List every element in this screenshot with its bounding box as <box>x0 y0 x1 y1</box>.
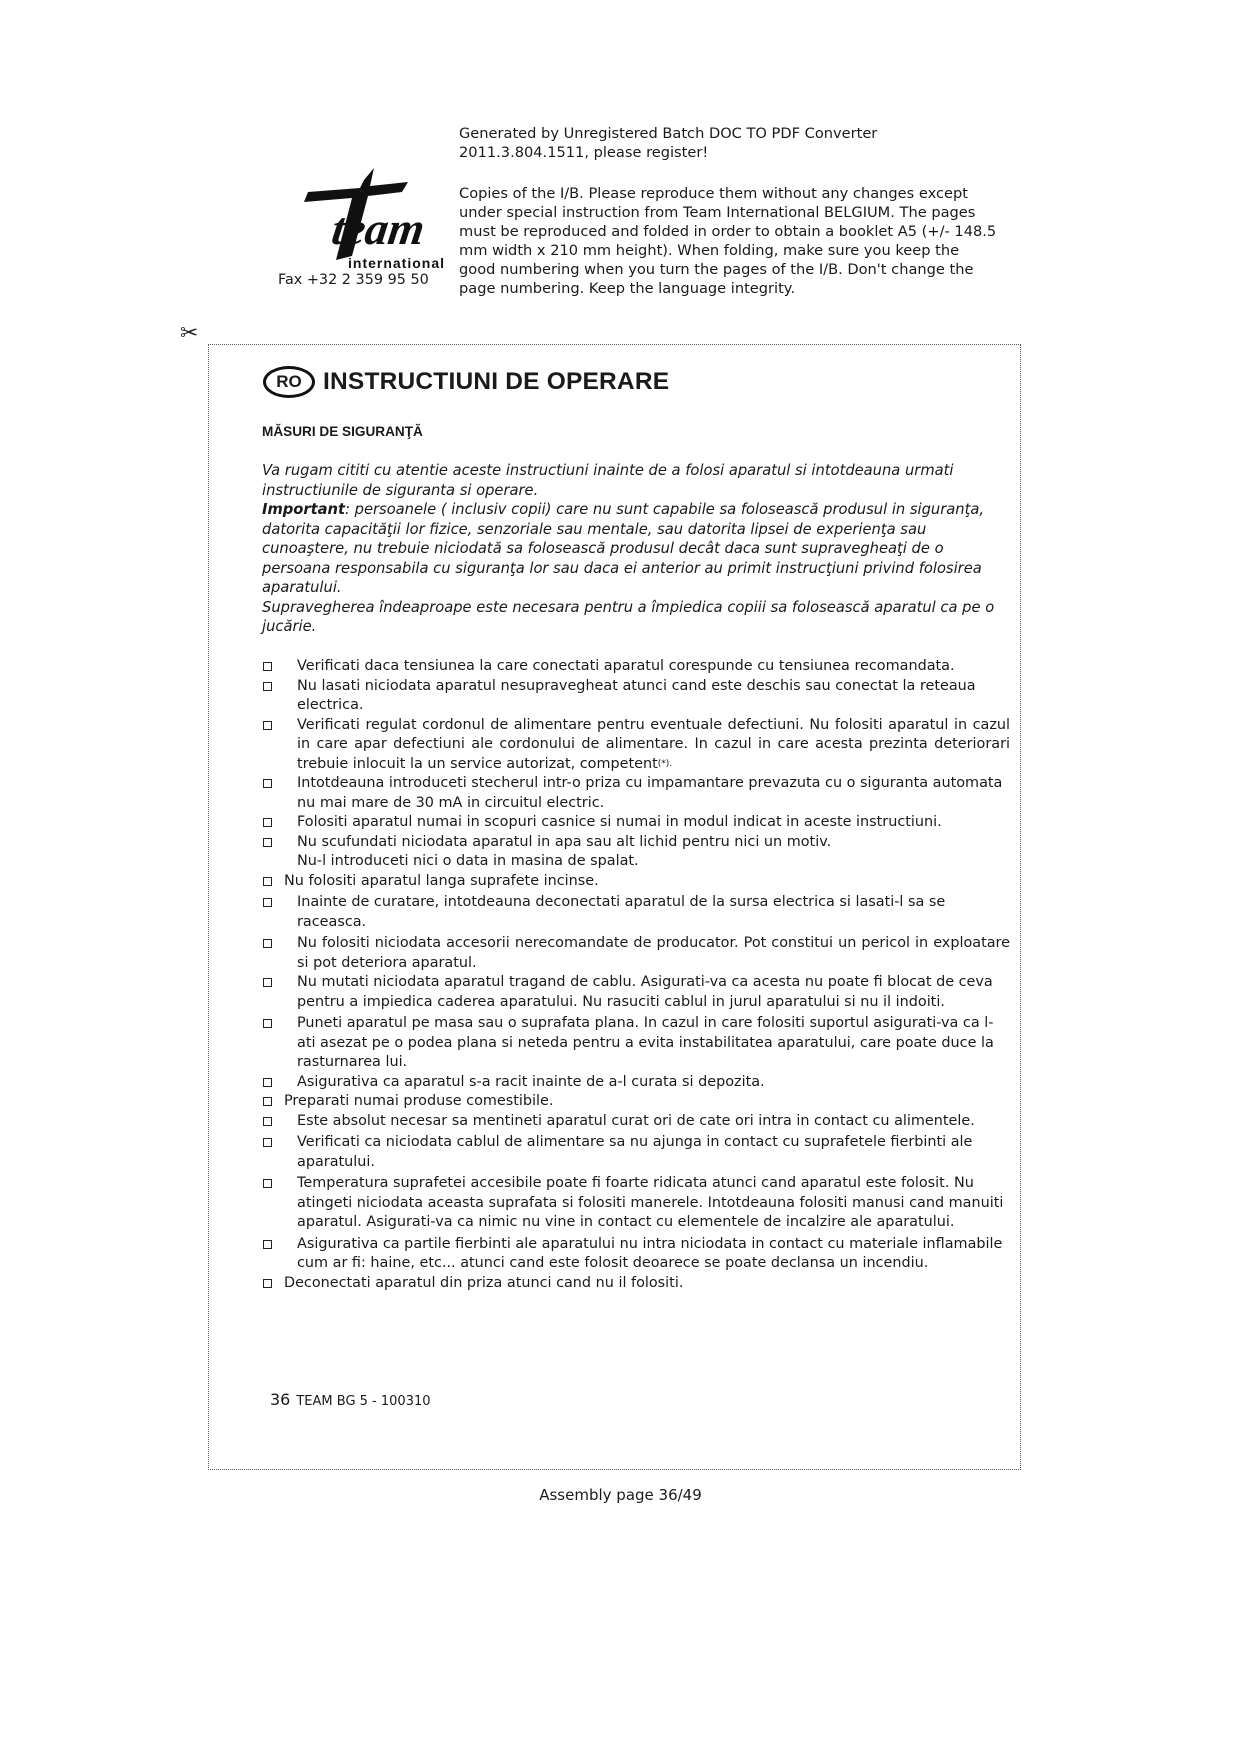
checkbox-bullet-icon <box>263 818 272 827</box>
checkbox-bullet-icon <box>263 1117 272 1126</box>
checkbox-bullet-icon <box>263 779 272 788</box>
list-item <box>262 677 1010 716</box>
intro-paragraph-2 <box>262 500 1004 598</box>
checkbox-bullet-icon <box>263 838 272 847</box>
logo-subtitle: international <box>348 255 446 271</box>
list-item <box>262 1274 1010 1294</box>
list-item-text: Asigurativa ca aparatul s-a racit inainte de a-l curata si depozita. <box>297 1073 765 1090</box>
checkbox-bullet-icon <box>263 662 272 671</box>
checkbox-bullet-icon <box>263 1240 272 1249</box>
list-item <box>262 872 1010 892</box>
intro-text <box>262 461 1004 637</box>
list-item <box>262 1174 1010 1233</box>
language-badge: RO <box>263 366 315 398</box>
list-item <box>262 1235 1010 1274</box>
list-item-text: Verificati regulat cordonul de alimentare pentru eventuale defectiuni. Nu folositi aparatul in cazul in care apar defectiuni ale cordonului de alimentare. In cazul in care acesta prezinta deteriorari trebuie inlocuit la un service autorizat, competent <box>297 716 1010 772</box>
list-item <box>262 1014 1010 1073</box>
intro-paragraph-1: Va rugam cititi cu atentie aceste instructiuni inainte de a folosi aparatul si intotdeauna urmati instructiunile de siguranta si operare. <box>262 462 954 499</box>
list-item-text: Asigurativa ca partile fierbinti ale aparatului nu intra niciodata in contact cu materiale inflamabile cum ar fi: haine, etc... atunci cand este folosit deoarece se poate declansa un incendiu. <box>297 1235 1003 1271</box>
list-item <box>262 833 1010 872</box>
section-heading: MĂSURI DE SIGURANŢĂ <box>262 424 423 439</box>
list-item-text: Preparati numai produse comestibile. <box>284 1093 554 1109</box>
checkbox-bullet-icon <box>263 898 272 907</box>
list-item-text: Deconectati aparatul din priza atunci cand nu il folositi. <box>284 1274 684 1291</box>
checkbox-bullet-icon <box>263 978 272 987</box>
important-text: : persoanele ( inclusiv copii) care nu sunt capabile sa folosească produsul in siguranţa, datorita capacităţii lor fizice, senzoriale sau mentale, sau datorita lipsei de experienţa sau cunoaştere, nu trebuie niciodată sa folosească produsul decât daca sunt supravegheaţi de o persoana responsabila cu siguranţa lor sau daca ei anterior au primit instrucţiuni privind folosirea aparatului. <box>262 501 985 596</box>
list-item <box>262 774 1010 813</box>
list-item <box>262 1092 1010 1112</box>
generated-notice: Generated by Unregistered Batch DOC TO PDF Converter 2011.3.804.1511, please register! <box>459 125 878 161</box>
list-item-text: Temperatura suprafetei accesibile poate fi foarte ridicata atunci cand aparatul este folosit. Nu atingeti niciodata aceasta suprafata si folositi manerele. Intotdeauna folositi manusi cand manuiti aparatul. Asigurati-va ca nimic nu vine in contact cu elementele de incalzire ale aparatului. <box>297 1175 1004 1230</box>
list-item-text: Nu mutati niciodata aparatul tragand de cablu. Asigurati-va ca acesta nu poate fi blocat de ceva pentru a impiedica caderea aparatului. Nu rasuciti cablul in jurul aparatului si nu il indoiti. <box>297 974 993 1010</box>
list-item-text: Nu scufundati niciodata aparatul in apa sau alt lichid pentru nici un motiv. <box>297 833 832 850</box>
checkbox-bullet-icon <box>263 877 272 886</box>
list-item <box>262 1133 1010 1172</box>
checkbox-bullet-icon <box>263 939 272 948</box>
list-item-text: Este absolut necesar sa mentineti aparatul curat ori de cate ori intra in contact cu alimentele. <box>297 1112 975 1129</box>
page-title: INSTRUCTIUNI DE OPERARE <box>323 368 670 395</box>
checkbox-bullet-icon <box>263 1078 272 1087</box>
checkbox-bullet-icon <box>263 721 272 730</box>
list-item-text: Verificati ca niciodata cablul de alimentare sa nu ajunga in contact cu suprafetele fierbinti ale aparatului. <box>297 1134 973 1170</box>
checkbox-bullet-icon <box>263 682 272 691</box>
fax-number: Fax +32 2 359 95 50 <box>278 272 429 288</box>
checkbox-bullet-icon <box>263 1179 272 1188</box>
checkbox-bullet-icon <box>263 1138 272 1147</box>
team-international-logo <box>290 160 446 275</box>
list-item <box>262 934 1010 973</box>
model-code: TEAM BG 5 - 100310 <box>296 1394 431 1409</box>
list-item-text: Folositi aparatul numai in scopuri casnice si numai in modul indicat in aceste instructiuni. <box>297 814 942 830</box>
list-item-text-continued: Nu-l introduceti nici o data in masina de spalat. <box>297 853 639 869</box>
page-footer <box>270 1390 431 1409</box>
list-item <box>262 1112 1010 1132</box>
list-item-text: Verificati daca tensiunea la care conectati aparatul corespunde cu tensiunea recomandata. <box>297 658 955 674</box>
list-item-text: Nu folositi aparatul langa suprafete incinse. <box>284 872 599 889</box>
safety-list <box>262 657 1010 1293</box>
checkbox-bullet-icon <box>263 1019 272 1028</box>
list-item <box>262 893 1010 932</box>
intro-paragraph-3: Supravegherea îndeaproape este necesara pentru a împiedica copiii sa folosească aparatul ca pe o jucărie. <box>262 598 995 635</box>
page-number: 36 <box>270 1390 291 1409</box>
checkbox-bullet-icon <box>263 1279 272 1288</box>
list-item <box>262 657 1010 677</box>
list-item-text: Inainte de curatare, intotdeauna deconectati aparatul de la sursa electrica si lasati-l sa se raceasca. <box>297 894 946 930</box>
list-item <box>262 813 1010 833</box>
list-item-text: Nu lasati niciodata aparatul nesupravegheat atunci cand este deschis sau conectat la reteaua electrica. <box>297 677 976 713</box>
list-item-text: Puneti aparatul pe masa sau o suprafata plana. In cazul in care folositi suportul asigurati-va ca l-ati asezat pe o podea plana si neteda pentru a evita instabilitatea aparatului, care poate duce la rasturnarea lui. <box>297 1015 994 1070</box>
footnote-mark: (*). <box>657 758 673 769</box>
scissors-icon: ✂ <box>180 321 199 346</box>
list-item <box>262 716 1010 775</box>
list-item-text: Intotdeauna introduceti stecherul intr-o priza cu impamantare prevazuta cu o siguranta automata nu mai mare de 30 mA in circuitul electric. <box>297 775 1003 811</box>
checkbox-bullet-icon <box>263 1097 272 1106</box>
logo-wordmark: team <box>328 203 428 254</box>
list-item <box>262 973 1010 1012</box>
copies-instructions: Copies of the I/B. Please reproduce them without any changes except under special instruction from Team International BELGIUM. The pages must be reproduced and folded in order to obtain a booklet A5 (+/- 148.5 mm width x 210 mm height). When folding, make sure you keep the good numbering when you turn the pages of the I/B. Don't change the page numbering. Keep the language integrity. <box>459 185 997 297</box>
list-item-text: Nu folositi niciodata accesorii nerecomandate de producator. Pot constitui un pericol in exploatare si pot deteriora aparatul. <box>297 935 1010 971</box>
important-label: Important <box>262 501 346 518</box>
list-item <box>262 1073 1010 1093</box>
assembly-page-label: Assembly page 36/49 <box>539 1486 702 1504</box>
